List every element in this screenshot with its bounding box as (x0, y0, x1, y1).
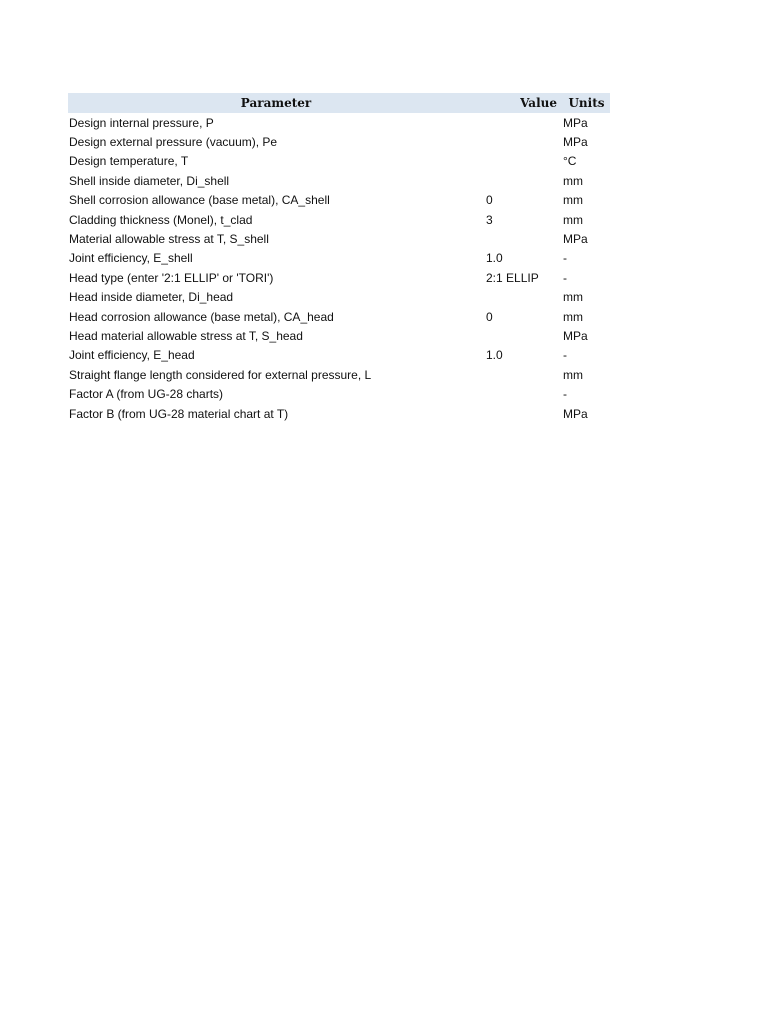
header-parameter[interactable]: Parameter (240, 96, 312, 110)
cell-value[interactable] (484, 326, 563, 345)
cell-parameter[interactable]: Head type (enter '2:1 ELLIP' or 'TORI') (69, 270, 274, 285)
cell-units[interactable]: MPa (563, 232, 588, 247)
cell-parameter[interactable]: Factor A (from UG-28 charts) (69, 387, 224, 402)
header-value[interactable]: Value (520, 96, 557, 110)
cell-value[interactable]: 2:1 ELLIP (486, 270, 539, 285)
cell-units[interactable]: mm (563, 290, 583, 305)
cell-parameter[interactable]: Joint efficiency, E_shell (69, 251, 193, 266)
cell-parameter[interactable]: Factor B (from UG-28 material chart at T) (69, 406, 289, 421)
cell-parameter[interactable]: Design temperature, T (69, 154, 189, 169)
cell-value[interactable]: 3 (486, 212, 493, 227)
table-row (68, 229, 610, 248)
cell-value[interactable]: 1.0 (486, 251, 503, 266)
table-row (68, 152, 610, 171)
table-row (68, 210, 610, 229)
table-header-row (68, 93, 610, 113)
cell-value[interactable] (484, 113, 563, 132)
cell-parameter[interactable]: Design external pressure (vacuum), Pe (69, 135, 278, 150)
table-row (68, 307, 610, 326)
cell-units[interactable]: mm (563, 212, 583, 227)
cell-units[interactable]: mm (563, 193, 583, 208)
cell-parameter[interactable]: Head material allowable stress at T, S_head (69, 328, 303, 343)
table-row (68, 326, 610, 345)
cell-value[interactable] (484, 132, 563, 151)
cell-units[interactable]: - (563, 348, 567, 363)
cell-units[interactable]: MPa (563, 406, 588, 421)
cell-units[interactable]: MPa (563, 328, 588, 343)
cell-value[interactable] (484, 365, 563, 384)
cell-parameter[interactable]: Shell inside diameter, Di_shell (69, 173, 230, 188)
cell-units[interactable]: mm (563, 309, 583, 324)
cell-parameter[interactable]: Straight flange length considered for external pressure, L (69, 367, 372, 382)
table-row (68, 113, 610, 132)
cell-units[interactable]: - (563, 251, 567, 266)
cell-value[interactable] (484, 288, 563, 307)
cell-units[interactable]: MPa (563, 115, 588, 130)
cell-value[interactable] (484, 384, 563, 403)
cell-parameter[interactable]: Head corrosion allowance (base metal), CA_head (69, 309, 334, 324)
cell-value[interactable] (484, 152, 563, 171)
table-row (68, 132, 610, 151)
cell-value[interactable]: 0 (486, 309, 493, 324)
cell-units[interactable]: MPa (563, 135, 588, 150)
cell-units[interactable]: mm (563, 173, 583, 188)
table-row (68, 288, 610, 307)
table-row (68, 171, 610, 190)
table-row (68, 268, 610, 287)
cell-parameter[interactable]: Joint efficiency, E_head (69, 348, 195, 363)
cell-parameter[interactable]: Shell corrosion allowance (base metal), CA_shell (69, 193, 330, 208)
table-row (68, 249, 610, 268)
cell-units[interactable]: - (563, 270, 567, 285)
cell-value[interactable]: 0 (486, 193, 493, 208)
cell-parameter[interactable]: Cladding thickness (Monel), t_clad (69, 212, 253, 227)
cell-value[interactable] (484, 229, 563, 248)
cell-value[interactable] (484, 171, 563, 190)
table-row (68, 404, 610, 423)
cell-parameter[interactable]: Design internal pressure, P (69, 115, 214, 130)
cell-units[interactable]: °C (563, 154, 577, 169)
table-body (68, 113, 610, 423)
table-row (68, 384, 610, 403)
table-row (68, 191, 610, 210)
cell-value[interactable]: 1.0 (486, 348, 503, 363)
cell-value[interactable] (484, 404, 563, 423)
header-units[interactable]: Units (568, 96, 605, 110)
table-row (68, 346, 610, 365)
cell-parameter[interactable]: Material allowable stress at T, S_shell (69, 232, 269, 247)
cell-units[interactable]: mm (563, 367, 583, 382)
cell-parameter[interactable]: Head inside diameter, Di_head (69, 290, 234, 305)
parameters-table (68, 93, 610, 423)
table-row (68, 365, 610, 384)
cell-units[interactable]: - (563, 387, 567, 402)
